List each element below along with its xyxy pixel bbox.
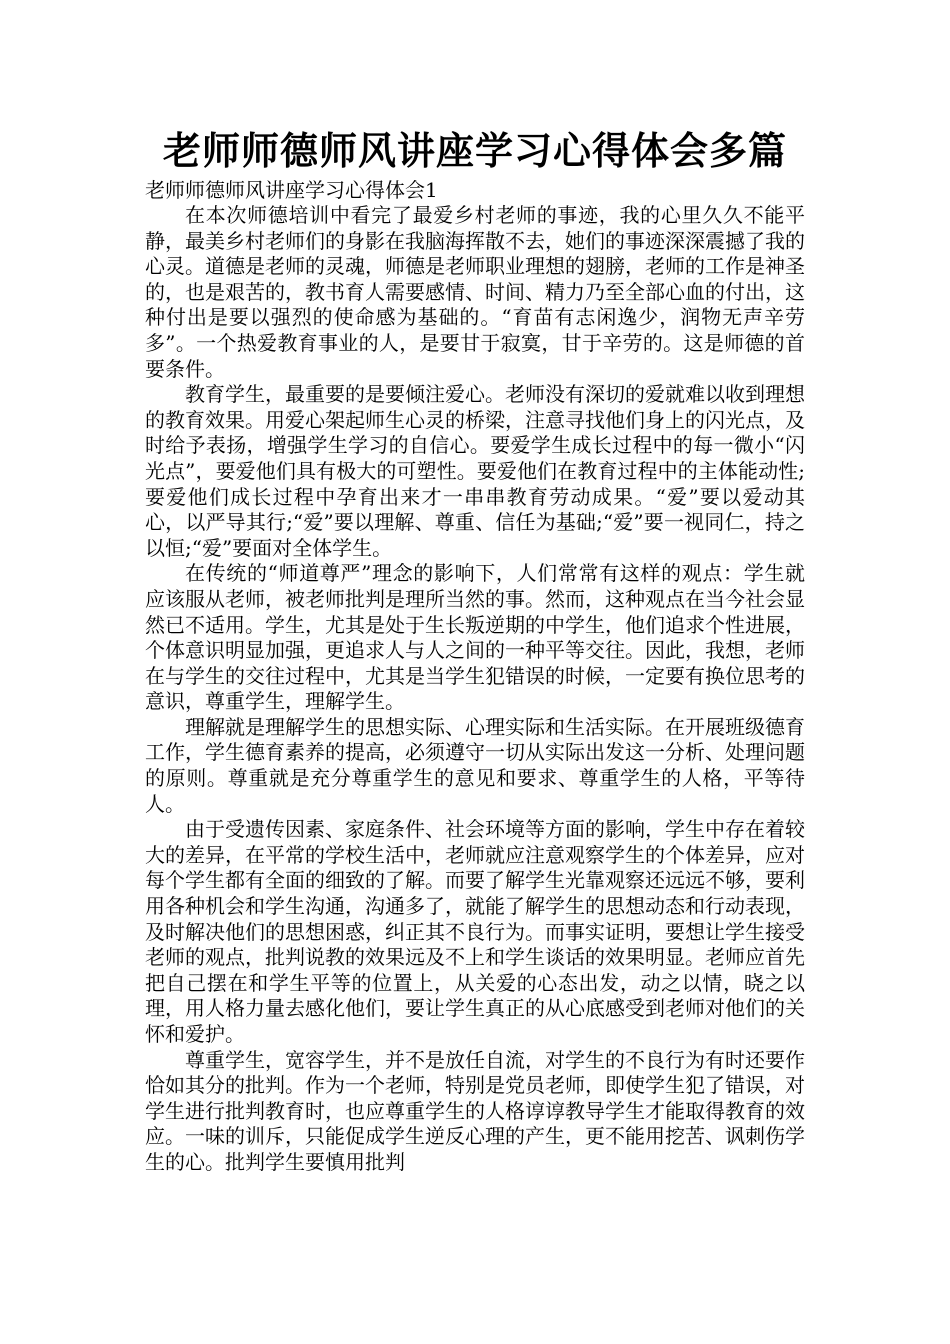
paragraph-4: 理解就是理解学生的思想实际、心理实际和生活实际。在开展班级德育工作，学生德育素养的提高，必须遵守一切从实际出发这一分析、处理问题的原则。尊重就是充分尊重学生的意见和要求、尊重学生的人格，平等待人。 bbox=[145, 714, 805, 816]
paragraph-5: 由于受遗传因素、家庭条件、社会环境等方面的影响，学生中存在着较大的差异，在平常的学校生活中，老师就应注意观察学生的个体差异，应对每个学生都有全面的细致的了解。而要了解学生光靠观察还远远不够，要利用各种机会和学生沟通，沟通多了，就能了解学生的思想动态和行动表现，及时解决他们的思想困惑，纠正其不良行为。而事实证明，要想让学生接受老师的观点，批判说教的效果远及不上和学生谈话的效果明显。老师应首先把自己摆在和学生平等的位置上，从关爱的心态出发，动之以情，晓之以理，用人格力量去感化他们，要让学生真正的从心底感受到老师对他们的关怀和爱护。 bbox=[145, 817, 805, 1046]
paragraph-6: 尊重学生，宽容学生，并不是放任自流，对学生的不良行为有时还要作恰如其分的批判。作为一个老师，特别是党员老师，即使学生犯了错误，对学生进行批判教育时，也应尊重学生的人格谆谆教导学生才能取得教育的效应。一味的训斥，只能促成学生逆反心理的产生，更不能用挖苦、讽刺伤学生的心。批判学生要慎用批判 bbox=[145, 1047, 805, 1174]
document-page bbox=[145, 125, 805, 1176]
section-heading: 老师师德师风讲座学习心得体会1 bbox=[145, 178, 438, 202]
document-title: 老师师德师风讲座学习心得体会多篇 bbox=[162, 129, 787, 173]
paragraph-3: 在传统的“师道尊严”理念的影响下，人们常常有这样的观点：学生就应该服从老师，被老师批判是理所当然的事。然而，这种观点在当今社会显然已不适用。学生，尤其是处于生长叛逆期的中学生，他们追求个性进展，个体意识明显加强，更追求人与人之间的一种平等交往。因此，我想，老师在与学生的交往过程中，尤其是当学生犯错误的时候，一定要有换位思考的意识，尊重学生，理解学生。 bbox=[145, 561, 805, 714]
paragraph-2: 教育学生，最重要的是要倾注爱心。老师没有深切的爱就难以收到理想的教育效果。用爱心架起师生心灵的桥梁，注意寻找他们身上的闪光点，及时给予表扬，增强学生学习的自信心。要爱学生成长过程中的每一微小“闪光点”，要爱他们具有极大的可塑性。要爱他们在教育过程中的主体能动性;要爱他们成长过程中孕育出来才一串串教育劳动成果。“爱”要以爱动其心，以严导其行;“爱”要以理解、尊重、信任为基础;“爱”要一视同仁，持之以恒;“爱”要面对全体学生。 bbox=[145, 382, 805, 560]
paragraph-1: 在本次师德培训中看完了最爱乡村老师的事迹，我的心里久久不能平静，最美乡村老师们的身影在我脑海挥散不去，她们的事迹深深震撼了我的心灵。道德是老师的灵魂，师德是老师职业理想的翅膀，老师的工作是神圣的，也是艰苦的，教书育人需要感情、时间、精力乃至全部心血的付出，这种付出是要以强烈的使命感为基础的。“育苗有志闲逸少，润物无声辛劳多”。一个热爱教育事业的人，是要甘于寂寞，甘于辛劳的。这是师德的首要条件。 bbox=[145, 203, 805, 381]
